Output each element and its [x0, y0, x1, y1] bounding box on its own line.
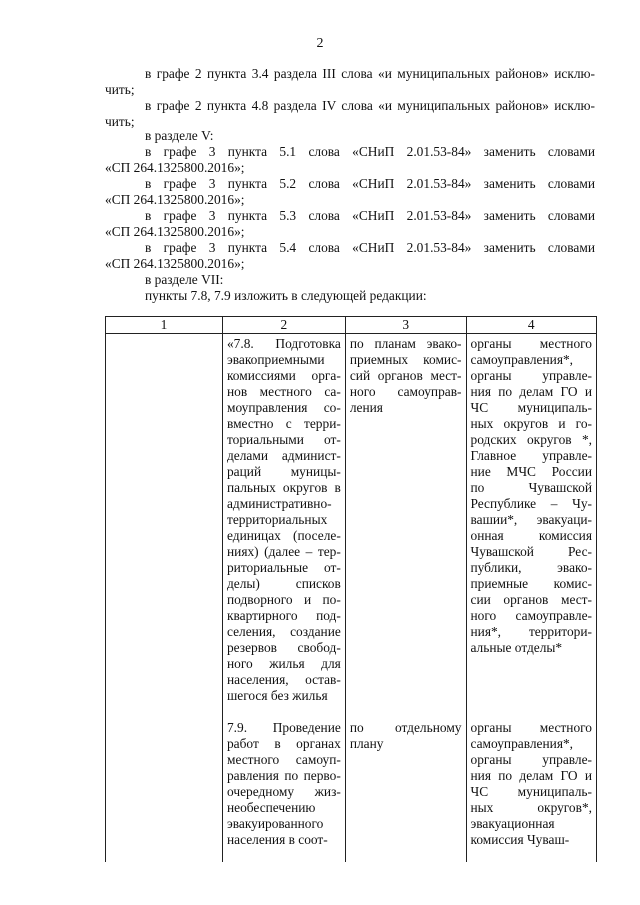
cell-line: органы местного: [470, 720, 592, 735]
cell-line: онная комиссия: [470, 528, 592, 543]
cell-line: комиссиями орга-: [226, 368, 341, 383]
paragraph-line: в графе 3 пункта 5.2 слова «СНиП 2.01.53-84» заменить словами: [145, 176, 595, 191]
page-number: 2: [316, 36, 324, 51]
paragraph: [105, 128, 595, 144]
cell-line: работ в органах: [226, 736, 341, 751]
paragraph-line: в разделе V:: [145, 128, 214, 143]
column-header: 3: [345, 317, 466, 334]
column-header: 1: [106, 317, 223, 334]
table-cell: [106, 334, 223, 719]
paragraph-line: «СП 264.1325800.2016»;: [105, 256, 245, 271]
paragraph-line: чить;: [105, 82, 135, 97]
column-header: 2: [222, 317, 345, 334]
paragraph: [105, 288, 595, 304]
paragraph: [105, 144, 595, 176]
cell-line: вашии*, эвакуаци-: [470, 512, 592, 527]
cell-line: пальных округов в: [226, 480, 341, 495]
column-header: 4: [466, 317, 597, 334]
cell-line: ления: [349, 400, 383, 415]
cell-line: ных округов*,: [470, 800, 592, 815]
paragraph-line: чить;: [105, 114, 135, 129]
cell-line: сий органов мест-: [349, 368, 462, 383]
cell-line: необеспечению: [226, 800, 316, 815]
cell-line: приемные комис-: [470, 576, 592, 591]
cell-line: ных округов и го-: [470, 416, 592, 431]
cell-line: эвакоприемными: [226, 352, 325, 367]
cell-line: шегося без жилья: [226, 688, 328, 703]
table-cell: [466, 334, 597, 719]
cell-line: комиссия Чуваш-: [470, 832, 570, 847]
paragraph: [105, 176, 595, 208]
cell-line: ния по делам ГО и: [470, 384, 592, 399]
cell-line: равления по перво-: [226, 768, 341, 783]
paragraph: [105, 240, 595, 272]
paragraph: [105, 66, 595, 98]
cell-line: по планам эвако-: [349, 336, 462, 351]
paragraph-line: в графе 3 пункта 5.1 слова «СНиП 2.01.53-84» заменить словами: [145, 144, 595, 159]
paragraph: [105, 98, 595, 130]
table-cell: [106, 718, 223, 862]
table-cell: [222, 718, 345, 862]
cell-line: «7.8. Подготовка: [226, 336, 341, 351]
cell-line: самоуправления*,: [470, 736, 574, 751]
cell-line: раций муницы-: [226, 464, 341, 479]
cell-line: ния*, территори-: [470, 624, 592, 639]
cell-line: альные отделы*: [470, 640, 563, 655]
paragraph-line: в графе 2 пункта 4.8 раздела IV слова «и муниципальных районов» исклю-: [145, 98, 595, 113]
paragraph-line: в графе 3 пункта 5.4 слова «СНиП 2.01.53-84» заменить словами: [145, 240, 595, 255]
paragraph: [105, 272, 595, 288]
cell-line: публики, эвако-: [470, 560, 592, 575]
paragraph-line: в разделе VII:: [145, 272, 224, 287]
cell-line: родских округов *,: [470, 432, 592, 447]
table-header-row: [106, 317, 597, 334]
paragraph: [105, 208, 595, 240]
cell-line: органы местного: [470, 336, 592, 351]
table-row: [106, 334, 597, 719]
table-cell: [345, 718, 466, 862]
cell-line: 7.9. Проведение: [226, 720, 341, 735]
cell-line: моуправления со-: [226, 400, 341, 415]
cell-line: нов местного са-: [226, 384, 341, 399]
cell-line: подворного и по-: [226, 592, 341, 607]
paragraph-line: пункты 7.8, 7.9 изложить в следующей редакции:: [145, 288, 427, 303]
cell-line: эвакуированного: [226, 816, 324, 831]
cell-line: административно-: [226, 496, 332, 511]
cell-line: ния по делам ГО и: [470, 768, 592, 783]
cell-line: сии органов мест-: [470, 592, 592, 607]
cell-line: делами админист-: [226, 448, 341, 463]
cell-line: Чувашской Рес-: [470, 544, 592, 559]
cell-line: по отдельному: [349, 720, 462, 735]
cell-line: ного самоуправле-: [470, 608, 592, 623]
cell-line: очередному жиз-: [226, 784, 341, 799]
cell-line: селения, создание: [226, 624, 341, 639]
cell-line: ЧС муниципаль-: [470, 784, 592, 799]
paragraph-line: в графе 2 пункта 3.4 раздела III слова «и муниципальных районов» исклю-: [145, 66, 595, 81]
cell-line: единицах (поселе-: [226, 528, 341, 543]
cell-line: Главное управле-: [470, 448, 592, 463]
table-cell: [222, 334, 345, 719]
cell-line: приемных комис-: [349, 352, 462, 367]
table-row: [106, 718, 597, 862]
cell-line: территориальных: [226, 512, 328, 527]
paragraph-line: «СП 264.1325800.2016»;: [105, 224, 245, 239]
cell-line: ниях) (далее – тер-: [226, 544, 341, 559]
data-table: [105, 316, 597, 862]
cell-line: ного жилья для: [226, 656, 341, 671]
paragraph-line: «СП 264.1325800.2016»;: [105, 192, 245, 207]
table-cell: [345, 334, 466, 719]
cell-line: местного самоуп-: [226, 752, 341, 767]
cell-line: ние МЧС России: [470, 464, 592, 479]
cell-line: ЧС муниципаль-: [470, 400, 592, 415]
cell-line: ного самоуправ-: [349, 384, 462, 399]
cell-line: органы управле-: [470, 368, 592, 383]
cell-line: по Чувашской: [470, 480, 592, 495]
table-cell: [466, 718, 597, 862]
cell-line: делы) списков: [226, 576, 341, 591]
cell-line: эвакуационная: [470, 816, 555, 831]
cell-line: органы управле-: [470, 752, 592, 767]
cell-line: самоуправления*,: [470, 352, 574, 367]
cell-line: ториальными от-: [226, 432, 341, 447]
cell-line: риториальные от-: [226, 560, 341, 575]
cell-line: плану: [349, 736, 384, 751]
cell-line: населения, остав-: [226, 672, 341, 687]
paragraph-line: в графе 3 пункта 5.3 слова «СНиП 2.01.53-84» заменить словами: [145, 208, 595, 223]
cell-line: Республике – Чу-: [470, 496, 592, 511]
cell-line: вместно с терри-: [226, 416, 341, 431]
cell-line: населения в соот-: [226, 832, 328, 847]
cell-line: квартирного под-: [226, 608, 341, 623]
cell-line: резервов свобод-: [226, 640, 341, 655]
paragraph-line: «СП 264.1325800.2016»;: [105, 160, 245, 175]
